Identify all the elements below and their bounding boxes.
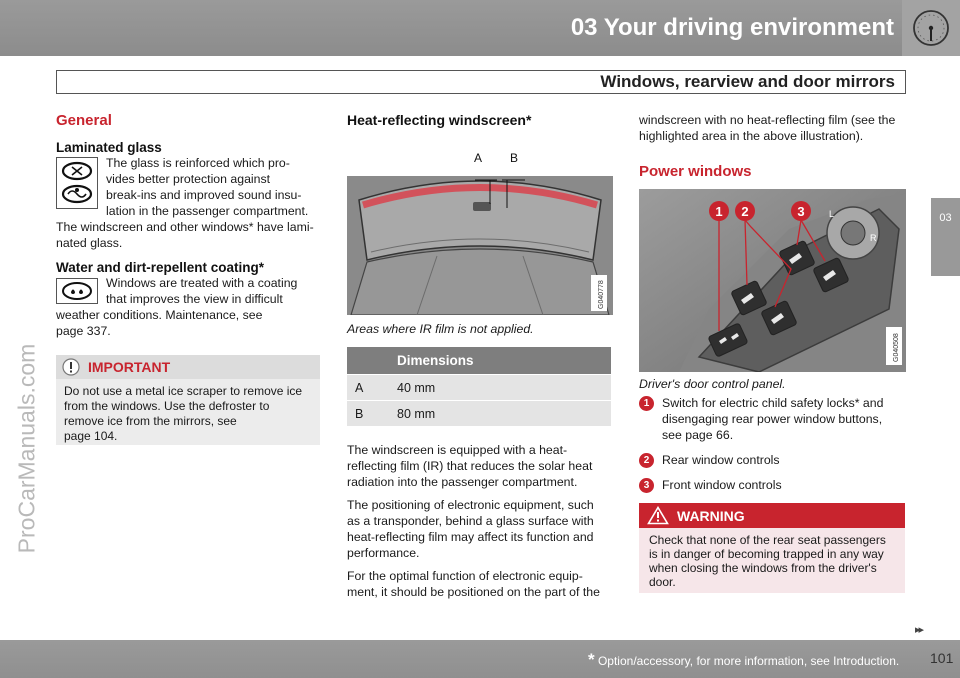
warning-text [649, 533, 899, 589]
laminated-line: nated glass. [56, 236, 123, 250]
figure-code: G040778 [598, 280, 605, 309]
water-heading: Water and dirt-repellent coating* [56, 260, 265, 275]
power-windows-heading: Power windows [639, 163, 752, 180]
important-line: Do not use a metal ice scraper to remove ice [64, 384, 303, 398]
number-badge: 1 [639, 396, 654, 411]
paragraph [347, 497, 613, 561]
continue-arrows-icon: ▸▸ [915, 624, 923, 636]
table-row [347, 374, 611, 400]
watermark [12, 240, 42, 660]
water-text [56, 275, 320, 339]
body-line: reflecting film (IR) that reduces the solar heat [347, 459, 593, 473]
list-item [639, 395, 906, 443]
important-line: from the windows. Use the defroster to [64, 399, 270, 413]
number-badge: 3 [639, 478, 654, 493]
door-panel-illustration [639, 189, 906, 372]
footnote-text: Option/accessory, for more information, see Introduction. [594, 654, 900, 668]
windscreen-drawing [347, 140, 613, 315]
warning-line: is in danger of becoming trapped in any way [649, 547, 884, 561]
important-text [64, 384, 314, 444]
callout-2 [735, 201, 755, 221]
column-1 [56, 112, 320, 339]
laminated-line: break-ins and improved sound insu- [106, 188, 302, 202]
important-box [56, 355, 320, 445]
mirror-r-label: R [870, 233, 877, 243]
column-2 [347, 112, 613, 128]
column-3 [639, 112, 906, 180]
table-header [347, 347, 611, 374]
water-line: weather conditions. Maintenance, see [56, 308, 263, 322]
page-number: 101 [930, 650, 954, 666]
important-line: page 104. [64, 429, 118, 443]
paragraph [347, 568, 613, 600]
warning-title: WARNING [677, 508, 745, 524]
laminated-line: vides better protection against [106, 172, 271, 186]
watermark-text: ProCarManuals.com [13, 343, 40, 554]
chapter-tab-label: 03 [939, 212, 952, 224]
item-line: disengaging rear power window buttons, [662, 412, 883, 426]
important-title: IMPORTANT [88, 359, 171, 375]
header-bar [0, 0, 960, 56]
laminated-line: The glass is reinforced which pro- [106, 156, 290, 170]
laminated-heading: Laminated glass [56, 140, 162, 155]
gauge-box [902, 0, 960, 56]
row-value: 80 mm [397, 407, 436, 421]
general-heading: General [56, 112, 112, 129]
list-item [639, 477, 906, 493]
body-line: The positioning of electronic equipment, such [347, 498, 594, 512]
warning-header [639, 503, 905, 528]
laminated-text [56, 155, 320, 251]
chapter-tab[interactable] [931, 198, 960, 276]
figure-code: G040508 [893, 333, 900, 362]
item-line: see page 66. [662, 428, 734, 442]
water-repellent-icon [56, 278, 98, 304]
laminated-line: lation in the passenger compartment. [106, 204, 309, 218]
list-item [639, 452, 906, 468]
chapter-title: 03 Your driving environment [570, 14, 894, 41]
exclamation-icon [62, 358, 80, 376]
body-line: The windscreen is equipped with a heat- [347, 443, 568, 457]
row-key: B [355, 407, 364, 421]
body-line: For the optimal function of electronic equip- [347, 569, 583, 583]
speedometer-icon [911, 8, 951, 48]
windscreen-illustration [347, 140, 613, 315]
table-row [347, 400, 611, 426]
number-badge: 2 [639, 453, 654, 468]
section-title: Windows, rearview and door mirrors [600, 72, 895, 91]
windscreen-caption: Areas where IR film is not applied. [347, 322, 534, 336]
svg-text:1: 1 [715, 204, 723, 219]
row-value: 40 mm [397, 381, 436, 395]
callout-list [639, 395, 906, 493]
label-b: B [510, 151, 519, 165]
laminated-glass-icon [56, 157, 98, 209]
mirror-l-label: L [829, 209, 835, 219]
body-line: as a transponder, behind a glass surface with [347, 514, 594, 528]
water-line: Windows are treated with a coating [106, 276, 298, 290]
warning-line: when closing the windows from the driver's [649, 561, 877, 575]
intro-line: highlighted area in the above illustration). [639, 129, 864, 143]
table-header-label: Dimensions [397, 353, 474, 368]
footnote [588, 650, 899, 670]
callout-3 [791, 201, 811, 221]
section-box [56, 70, 906, 94]
warning-box [639, 503, 905, 593]
row-key: A [355, 381, 364, 395]
body-line: heat-reflecting film may affect its function and [347, 530, 594, 544]
item-line: Rear window controls [662, 453, 780, 467]
body-line: performance. [347, 546, 420, 560]
footnote-star: * [588, 650, 595, 669]
svg-text:3: 3 [797, 204, 805, 219]
door-panel-caption: Driver's door control panel. [639, 377, 786, 391]
callout-1 [709, 201, 729, 221]
important-header [56, 355, 320, 379]
item-line: Switch for electric child safety locks* and [662, 396, 884, 410]
dimensions-table [347, 347, 611, 426]
water-line: page 337. [56, 324, 111, 338]
windscreen-body [347, 442, 613, 600]
laminated-line: The windscreen and other windows* have lami- [56, 220, 314, 234]
intro-text [639, 112, 906, 144]
door-panel-drawing [639, 189, 906, 372]
warning-triangle-icon [647, 506, 669, 525]
item-line: Front window controls [662, 478, 782, 492]
label-a: A [474, 151, 483, 165]
windscreen-heading: Heat-reflecting windscreen* [347, 112, 532, 128]
body-line: ment, it should be positioned on the part of the [347, 585, 600, 599]
paragraph [347, 442, 613, 490]
water-line: that improves the view in difficult [106, 292, 283, 306]
warning-line: door. [649, 575, 676, 589]
intro-line: windscreen with no heat-reflecting film (see the [639, 113, 896, 127]
body-line: radiation into the passenger compartment. [347, 475, 578, 489]
svg-text:2: 2 [741, 204, 749, 219]
warning-line: Check that none of the rear seat passengers [649, 533, 886, 547]
important-line: remove ice from the mirrors, see [64, 414, 237, 428]
